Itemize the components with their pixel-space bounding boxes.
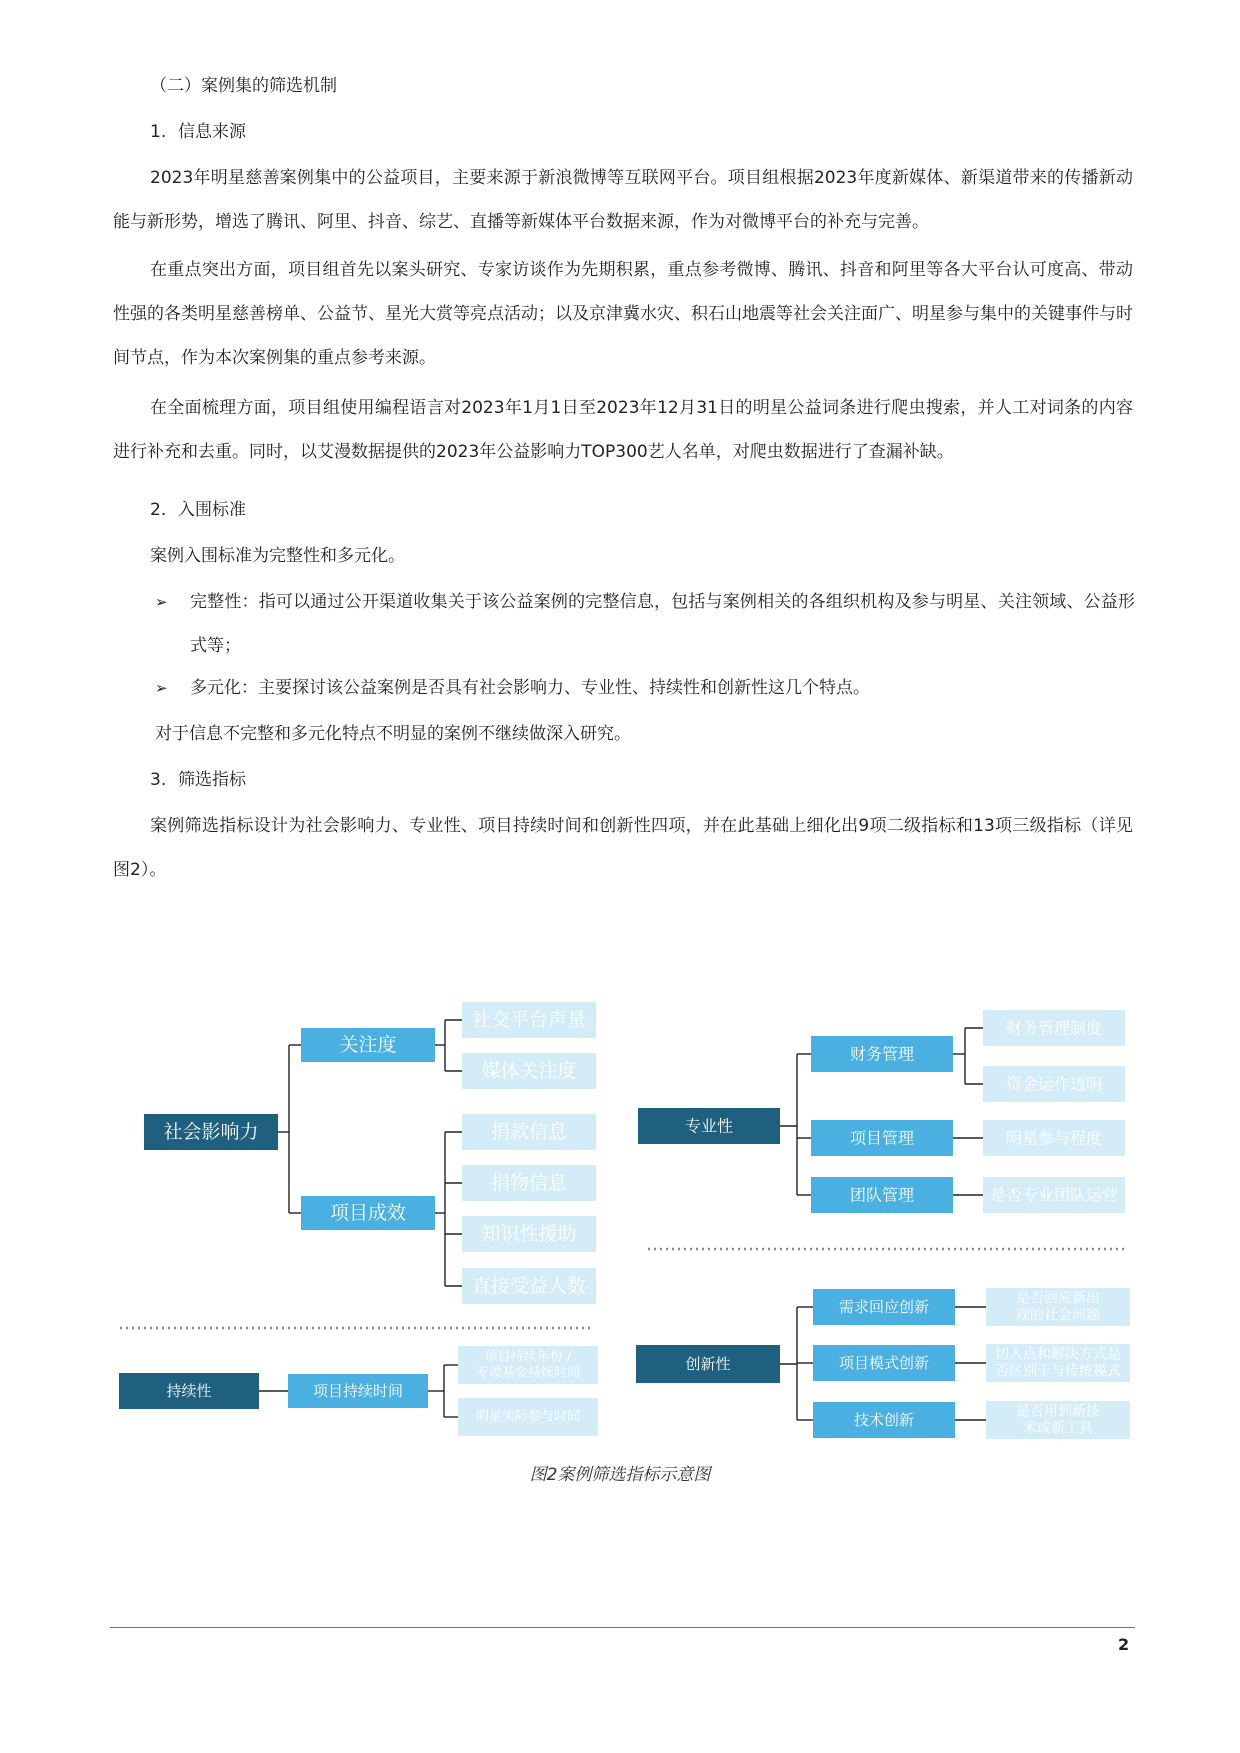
subheading-info-source: 信息来源 [178, 122, 246, 142]
footer-divider [110, 1627, 1135, 1628]
subheading-criteria: 入围标准 [178, 500, 246, 520]
sustainability-leaf-label: 专项基金持续时间 [475, 1365, 581, 1381]
social-influence-group-label: 项目成效 [329, 1202, 407, 1224]
sustainability-group-label: 项目持续时间 [312, 1382, 404, 1400]
subheading-number: 1. [150, 122, 167, 142]
innovation-group-label: 项目模式创新 [838, 1354, 930, 1372]
social-influence-leaf-label: 捐物信息 [490, 1172, 568, 1194]
innovation-root-label: 创新性 [685, 1355, 731, 1373]
paragraph-criteria-intro: 案例入围标准为完整性和多元化。 [150, 546, 405, 566]
innovation-leaf-label: 是否回应新出 [1016, 1290, 1100, 1307]
professionalism-group-label: 团队管理 [849, 1185, 915, 1205]
social-influence-leaf-label: 知识性援助 [481, 1223, 577, 1245]
paragraph-exclusion: 对于信息不完整和多元化特点不明显的案例不继续做深入研究。 [155, 724, 631, 744]
professionalism-group-label: 财务管理 [849, 1044, 915, 1064]
paragraph-focus: 在重点突出方面，项目组首先以案头研究、专家访谈作为先期积累，重点参考微博、腾讯、抖音和阿里等各大平台认可度高、带动性强的各类明星慈善榜单、公益节、星光大赏等亮点活动；以及京津冀水灾、积石山地震等社会关注面广、明星参与集中的关键事件与时间节点，作为本次案例集的重点参考来源。 [113, 260, 1133, 368]
paragraph-indicators: 案例筛选指标设计为社会影响力、专业性、项目持续时间和创新性四项，并在此基础上细化出9项二级指标和13项三级指标（详见图2）。 [113, 816, 1133, 880]
innovation-leaf-label: 术或新工具 [1023, 1420, 1093, 1437]
innovation-leaf-label: 否区别于与传统模式 [995, 1363, 1121, 1380]
figure-caption: 图2案例筛选指标示意图 [529, 1465, 711, 1485]
subheading-number: 3. [150, 770, 167, 790]
section-title: （二）案例集的筛选机制 [150, 76, 337, 96]
sustainability-leaf-label: 项目持续年份 / [484, 1349, 572, 1365]
innovation-leaf-label: 现的社会问题 [1016, 1307, 1100, 1324]
page-number: 2 [1118, 1635, 1130, 1654]
professionalism-leaf-label: 资金运作透明 [1005, 1074, 1103, 1094]
professionalism-leaf-label: 明星参与程度 [1005, 1128, 1103, 1148]
indicator-diagram [0, 990, 1240, 1450]
sustainability-leaf-label: 明星实际参与时间 [475, 1409, 581, 1425]
social-influence-leaf-label: 媒体关注度 [481, 1060, 577, 1082]
innovation-group-label: 技术创新 [853, 1411, 915, 1429]
professionalism-root-label: 专业性 [684, 1116, 734, 1136]
professionalism-leaf-label: 是否专业团队运营 [989, 1185, 1119, 1205]
paragraph-source: 2023年明星慈善案例集中的公益项目，主要来源于新浪微博等互联网平台。项目组根据2023年度新媒体、新渠道带来的传播新动能与新形势，增选了腾讯、阿里、抖音、综艺、直播等新媒体平台数据来源，作为对微博平台的补充与完善。 [113, 168, 1133, 232]
innovation-leaf-label: 是否用到新技 [1016, 1403, 1100, 1420]
professionalism-leaf-label: 财务管理制度 [1005, 1018, 1103, 1038]
social-influence-group-label: 关注度 [339, 1034, 397, 1056]
professionalism-group-label: 项目管理 [849, 1128, 915, 1148]
subheading-indicators: 筛选指标 [178, 770, 246, 790]
bullet-arrow-icon: ➢ [155, 593, 168, 611]
innovation-leaf-label: 切入点和解决方式是 [995, 1346, 1121, 1363]
social-influence-root-label: 社会影响力 [163, 1121, 259, 1143]
innovation-group-label: 需求回应创新 [838, 1298, 930, 1316]
subheading-number: 2. [150, 500, 167, 520]
bullet-completeness: 完整性：指可以通过公开渠道收集关于该公益案例的完整信息，包括与案例相关的各组织机构及参与明星、关注领域、公益形式等； [190, 592, 1135, 656]
social-influence-leaf-label: 社交平台声量 [471, 1009, 587, 1031]
social-influence-leaf-label: 捐款信息 [490, 1121, 568, 1143]
bullet-arrow-icon: ➢ [155, 679, 168, 697]
social-influence-leaf-label: 直接受益人数 [471, 1275, 587, 1297]
sustainability-root-label: 持续性 [166, 1382, 212, 1400]
paragraph-comprehensive: 在全面梳理方面，项目组使用编程语言对2023年1月1日至2023年12月31日的明星公益词条进行爬虫搜索，并人工对词条的内容进行补充和去重。同时，以艾漫数据提供的2023年公益影响力TOP300艺人名单，对爬虫数据进行了查漏补缺。 [113, 398, 1133, 462]
bullet-diversity: 多元化：主要探讨该公益案例是否具有社会影响力、专业性、持续性和创新性这几个特点。 [190, 678, 870, 698]
